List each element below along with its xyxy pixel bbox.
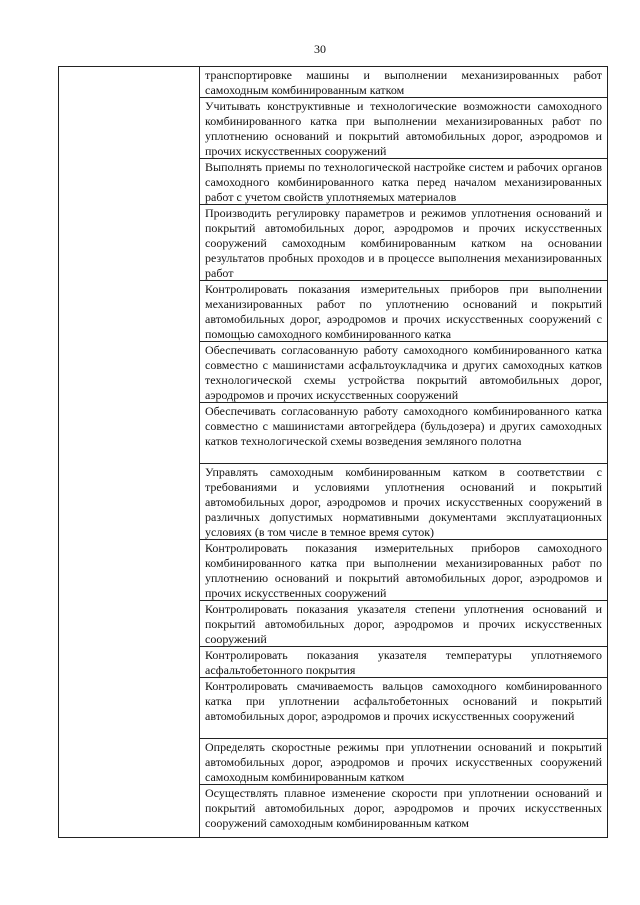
list-item: Производить регулировку параметров и режимов уплотнения оснований и покрытий автомобильных дорог, аэродромов и прочих искусственных сооружений самоходным комбинированным катком на основании результатов пробных проходов и в процессе выполнения механизированных работ [200, 205, 607, 281]
list-item: Контролировать показания измерительных приборов при выполнении механизированных работ по уплотнению оснований и покрытий автомобильных дорог, аэродромов и прочих искусственных сооружений с помощью самоходного комбинированного катка [200, 281, 607, 342]
skills-list [200, 67, 607, 837]
list-item: Обеспечивать согласованную работу самоходного комбинированного катка совместно с машинистами асфальтоукладчика и других самоходных катков технологической схемы устройства покрытий автомобильных дорог, аэродромов и прочих искусственных сооружений [200, 342, 607, 403]
list-item: Контролировать показания измерительных приборов самоходного комбинированного катка при выполнении механизированных работ по уплотнению оснований и покрытий автомобильных дорог, аэродромов и прочих искусственных сооружений [200, 540, 607, 601]
table-row [59, 67, 608, 838]
list-item: Обеспечивать согласованную работу самоходного комбинированного катка совместно с машинистами автогрейдера (бульдозера) и других самоходных катков технологической схемы возведения земляного полотна [200, 403, 607, 464]
list-item: Контролировать показания указателя температуры уплотняемого асфальтобетонного покрытия [200, 647, 607, 678]
list-item: Учитывать конструктивные и технологические возможности самоходного комбинированного катка при выполнении механизированных работ по уплотнению оснований и покрытий автомобильных дорог, аэродромов и прочих искусственных сооружений [200, 98, 607, 159]
skills-cell [200, 67, 608, 838]
list-item: Выполнять приемы по технологической настройке систем и рабочих органов самоходного комбинированного катка перед началом механизированных работ с учетом свойств уплотняемых материалов [200, 159, 607, 205]
page-number: 30 [314, 42, 326, 56]
empty-label-cell [59, 67, 200, 838]
skills-table [58, 66, 608, 838]
list-item: Контролировать смачиваемость вальцов самоходного комбинированного катка при уплотнении асфальтобетонных оснований и покрытий автомобильных дорог, аэродромов и прочих искусственных сооружений [200, 678, 607, 739]
list-item: Осуществлять плавное изменение скорости при уплотнении оснований и покрытий автомобильных дорог, аэродромов и прочих искусственных сооружений самоходным комбинированным катком [205, 786, 602, 830]
list-item: Определять скоростные режимы при уплотнении оснований и покрытий автомобильных дорог, аэродромов и прочих искусственных сооружений самоходным комбинированным катком [200, 739, 607, 785]
list-item: транспортировке машины и выполнении механизированных работ самоходным комбинированным катком [200, 67, 607, 98]
list-item: Управлять самоходным комбинированным катком в соответствии с требованиями и условиями уплотнения оснований и покрытий автомобильных дорог, аэродромов и прочих искусственных сооружений в различных допустимых нормативными документами эксплуатационных условиях (в том числе в темное время суток) [200, 464, 607, 540]
list-item: Контролировать показания указателя степени уплотнения оснований и покрытий автомобильных дорог, аэродромов и прочих искусственных сооружений [200, 601, 607, 647]
